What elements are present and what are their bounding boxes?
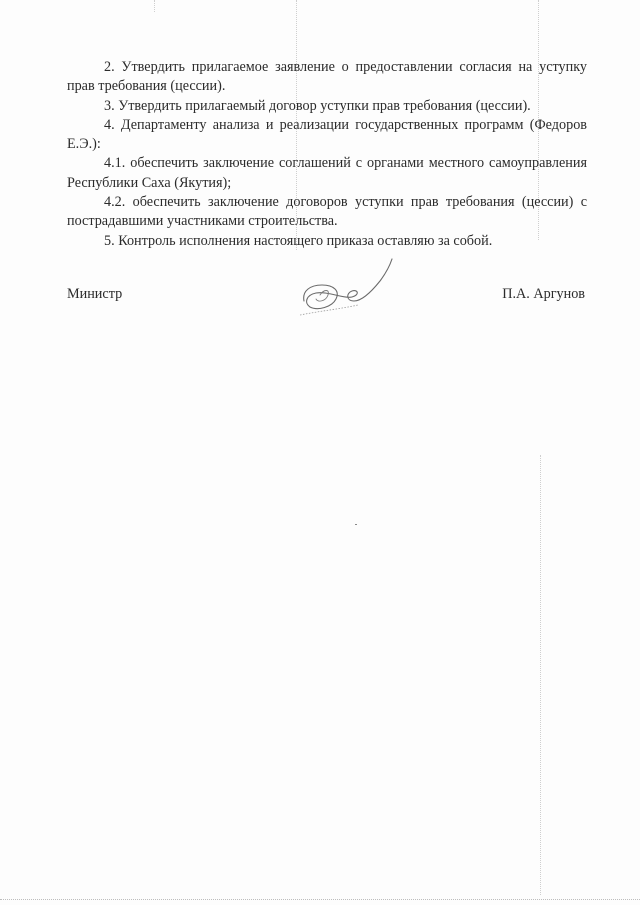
handwritten-signature xyxy=(300,255,400,317)
paragraph-item-5: 5. Контроль исполнения настоящего приказа оставляю за собой. xyxy=(104,232,493,249)
paragraph-item-3: 3. Утвердить прилагаемый договор уступки прав требования (цессии). xyxy=(104,97,531,114)
paragraph-item-4-2: 4.2. обеспечить заключение договоров уступки прав требования (цессии) с пострадавшими участниками строительства. xyxy=(67,194,587,230)
document-body xyxy=(67,58,587,251)
scan-artifact-line xyxy=(540,455,541,895)
scan-artifact-edge xyxy=(0,899,640,900)
paragraph-item-2: 2. Утвердить прилагаемое заявление о предоставлении согласия на уступку прав требования (цессии). xyxy=(67,59,587,95)
signer-position: Министр xyxy=(67,286,123,302)
paragraph-item-4-1: 4.1. обеспечить заключение соглашений с органами местного самоуправления Республики Саха (Якутия); xyxy=(67,155,587,191)
scan-artifact-line xyxy=(154,0,155,12)
signer-name: П.А. Аргунов xyxy=(502,286,585,302)
scan-speck xyxy=(355,524,357,525)
paragraph-item-4: 4. Департаменту анализа и реализации государственных программ (Федоров Е.Э.): xyxy=(67,116,587,153)
